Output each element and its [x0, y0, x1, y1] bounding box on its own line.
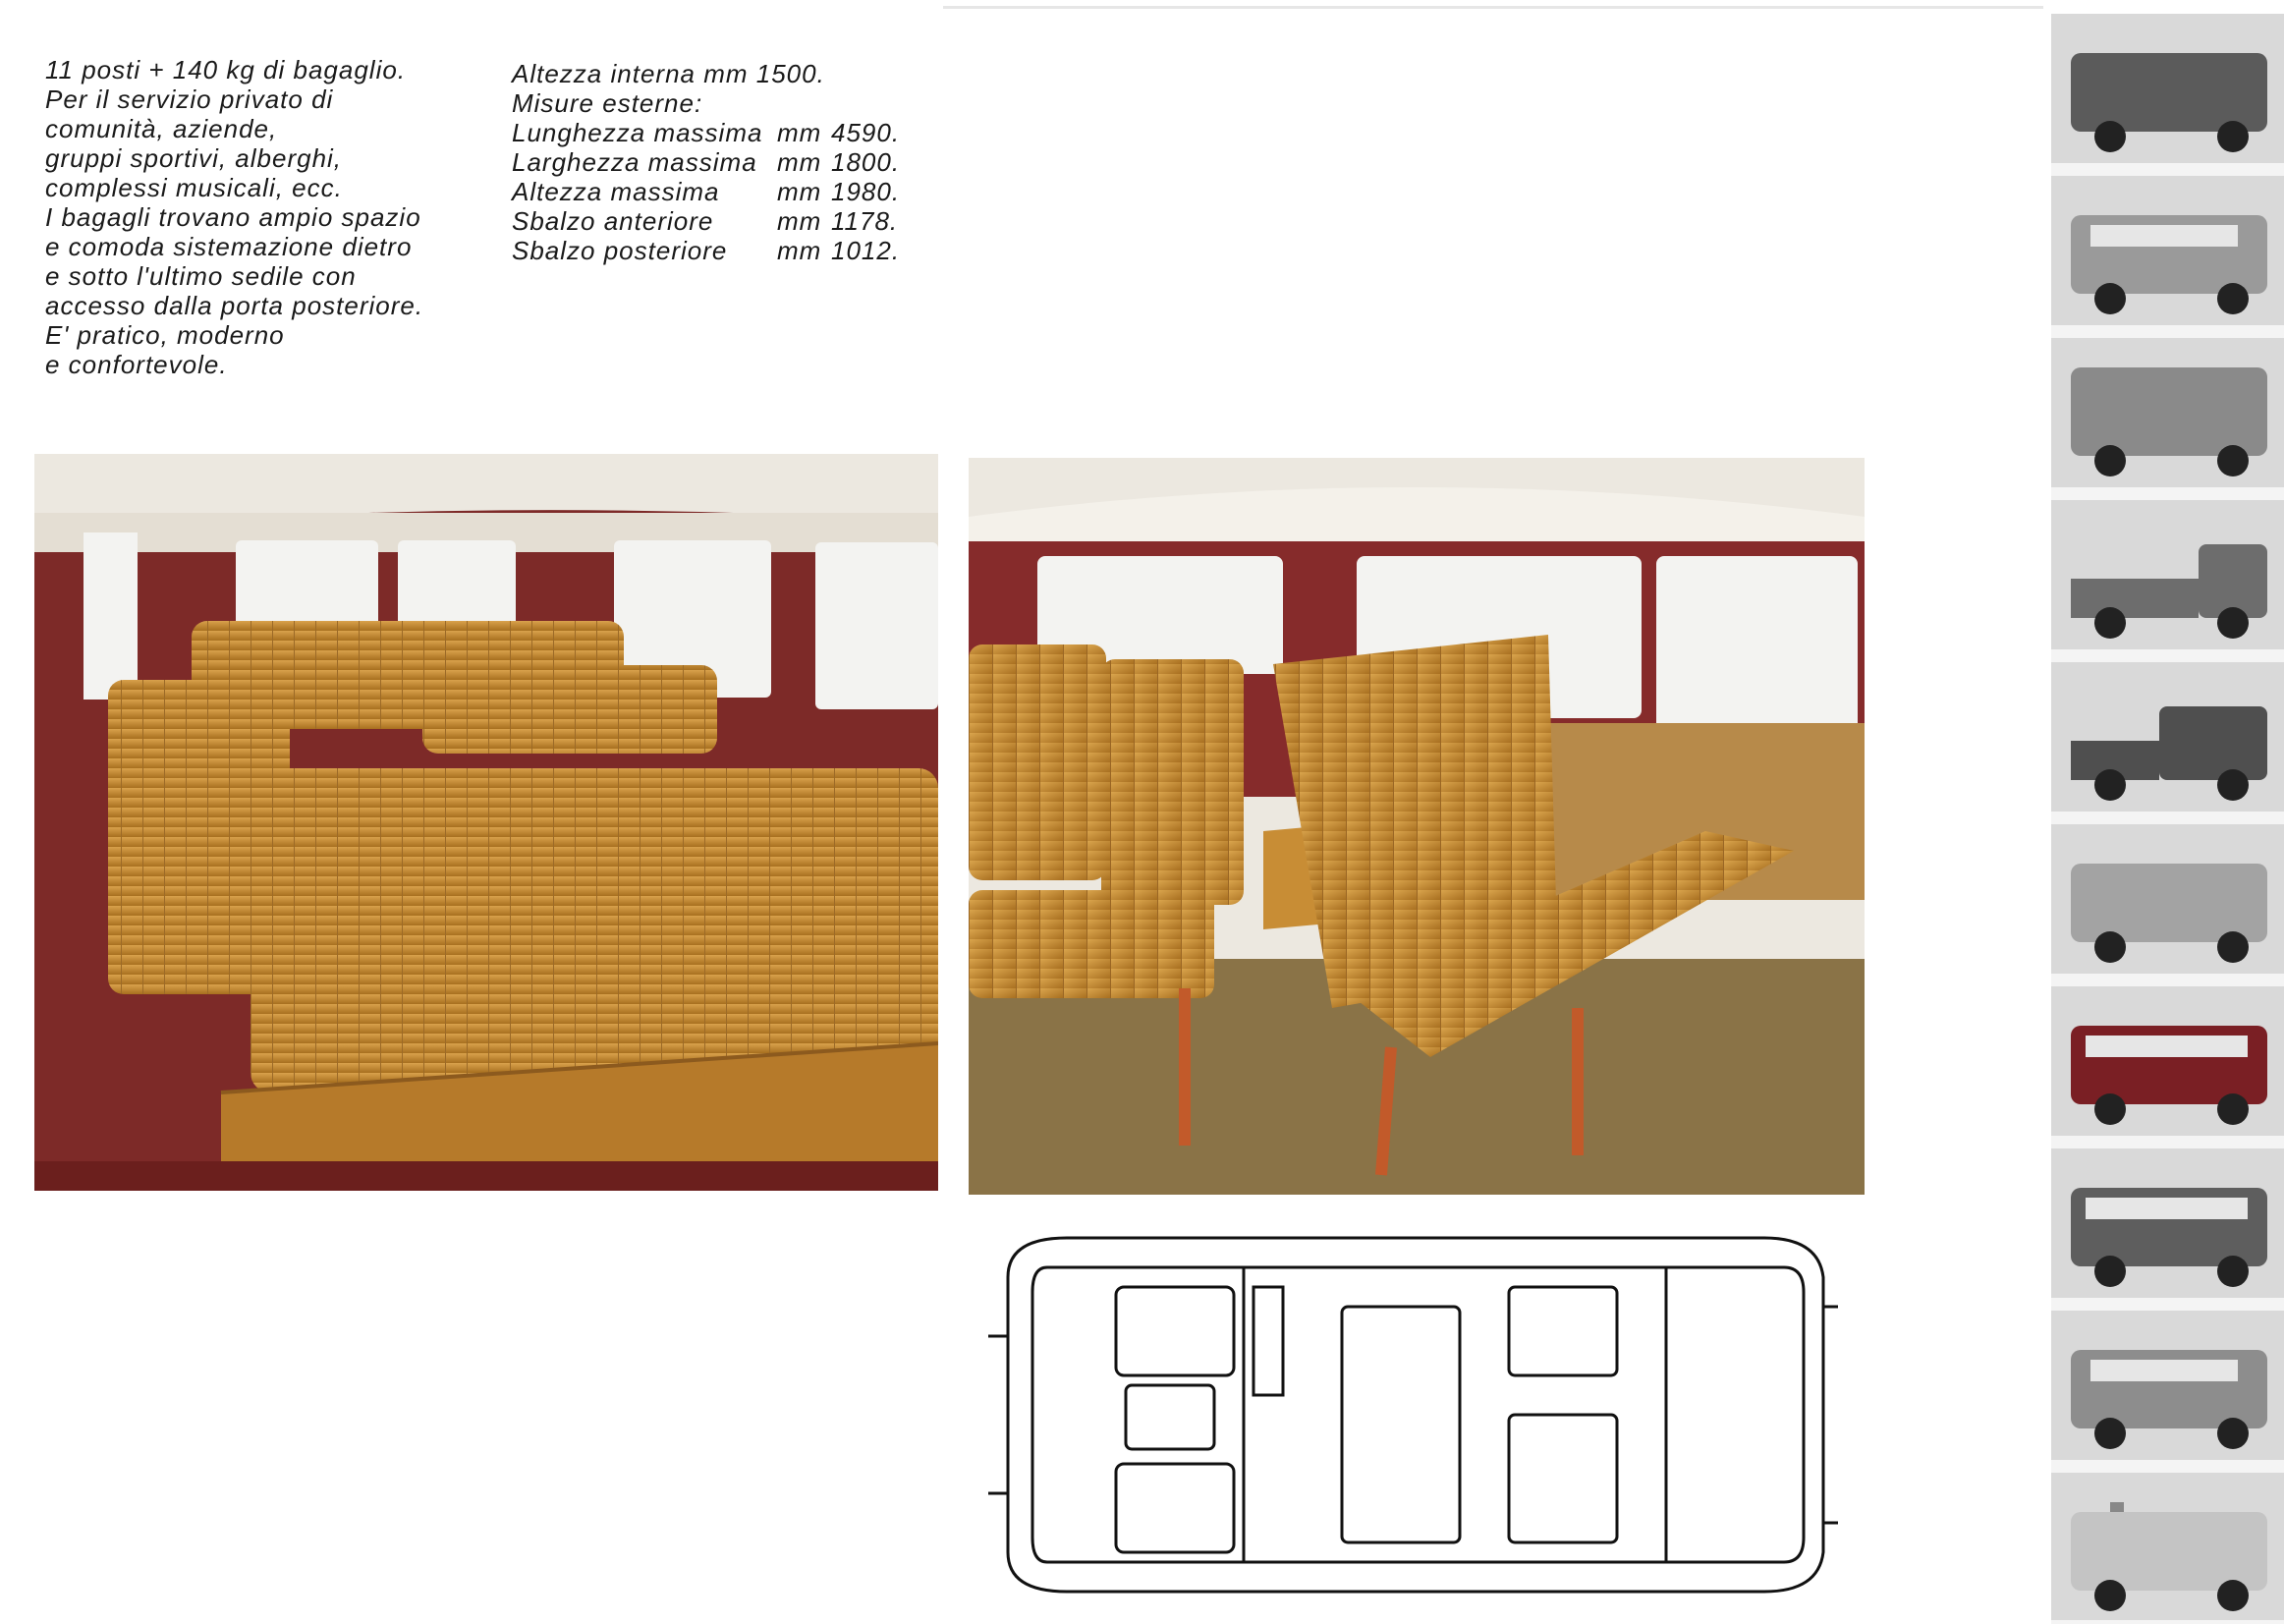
- spec-row: [512, 177, 924, 206]
- page-top-rule: [943, 6, 2043, 9]
- spec-unit: mm: [777, 177, 822, 206]
- interior-photo-rear-view: [34, 454, 938, 1191]
- description-text: [45, 55, 477, 379]
- variant-thumbnail: [2051, 1311, 2284, 1460]
- spec-label: Sbalzo anteriore: [512, 206, 714, 236]
- interior-illustration-right: [969, 458, 1865, 1195]
- interior-illustration-left: [34, 454, 938, 1191]
- floor-plan-drawing: [978, 1218, 1843, 1607]
- description-line: comunità, aziende,: [45, 114, 278, 143]
- pickup-truck-icon: [2051, 500, 2284, 649]
- minibus-icon: [2051, 1148, 2284, 1298]
- description-line: e comoda sistemazione dietro: [45, 232, 413, 261]
- seating-floor-plan: [978, 1218, 1843, 1607]
- ambulance-icon: [2051, 1473, 2284, 1620]
- spec-value: 1980.: [831, 177, 901, 206]
- crew-cab-pickup-icon: [2051, 662, 2284, 812]
- spec-label: Larghezza massima: [512, 147, 757, 177]
- spec-row: [512, 118, 924, 147]
- spec-label: Lunghezza massima: [512, 118, 763, 147]
- panel-van-icon: [2051, 824, 2284, 974]
- specifications: [512, 59, 924, 265]
- high-roof-van-icon: [2051, 338, 2284, 487]
- model-variants-column: [2051, 14, 2284, 1624]
- description-line: E' pratico, moderno: [45, 320, 285, 350]
- description-line: complessi musicali, ecc.: [45, 173, 343, 202]
- spec-value: 1012.: [831, 236, 901, 265]
- description-line: accesso dalla porta posteriore.: [45, 291, 424, 320]
- spec-row: [512, 206, 924, 236]
- spec-value: 1178.: [831, 206, 899, 236]
- spec-value: 1800.: [831, 147, 901, 177]
- variant-thumbnail: [2051, 176, 2284, 325]
- spec-row: [512, 236, 924, 265]
- minibus-icon: [2051, 986, 2284, 1136]
- description-line: Per il servizio privato di: [45, 84, 334, 114]
- variant-thumbnail: [2051, 14, 2284, 163]
- variant-thumbnail: [2051, 1473, 2284, 1620]
- spec-unit: mm: [777, 236, 822, 265]
- window-van-icon: [2051, 176, 2284, 325]
- spec-unit: mm: [777, 118, 822, 147]
- description-line: 11 posti + 140 kg di bagaglio.: [45, 55, 407, 84]
- variant-thumbnail: [2051, 338, 2284, 487]
- description-line: e confortevole.: [45, 350, 228, 379]
- description-line: gruppi sportivi, alberghi,: [45, 143, 343, 173]
- spec-unit: mm: [777, 206, 822, 236]
- variant-thumbnail: [2051, 824, 2284, 974]
- variant-thumbnail: [2051, 986, 2284, 1136]
- window-van-icon: [2051, 1311, 2284, 1460]
- panel-van-icon: [2051, 14, 2284, 163]
- spec-internal-height: Altezza interna mm 1500.: [512, 59, 825, 88]
- spec-label: Altezza massima: [512, 177, 720, 206]
- spec-label: Sbalzo posteriore: [512, 236, 728, 265]
- description-line: e sotto l'ultimo sedile con: [45, 261, 357, 291]
- variant-thumbnail: [2051, 662, 2284, 812]
- interior-photo-side-view: [969, 458, 1865, 1195]
- spec-external-heading: Misure esterne:: [512, 88, 703, 118]
- variant-thumbnail: [2051, 1148, 2284, 1298]
- variant-thumbnail: [2051, 500, 2284, 649]
- spec-value: 4590.: [831, 118, 901, 147]
- spec-row: [512, 147, 924, 177]
- spec-unit: mm: [777, 147, 822, 177]
- description-line: I bagagli trovano ampio spazio: [45, 202, 421, 232]
